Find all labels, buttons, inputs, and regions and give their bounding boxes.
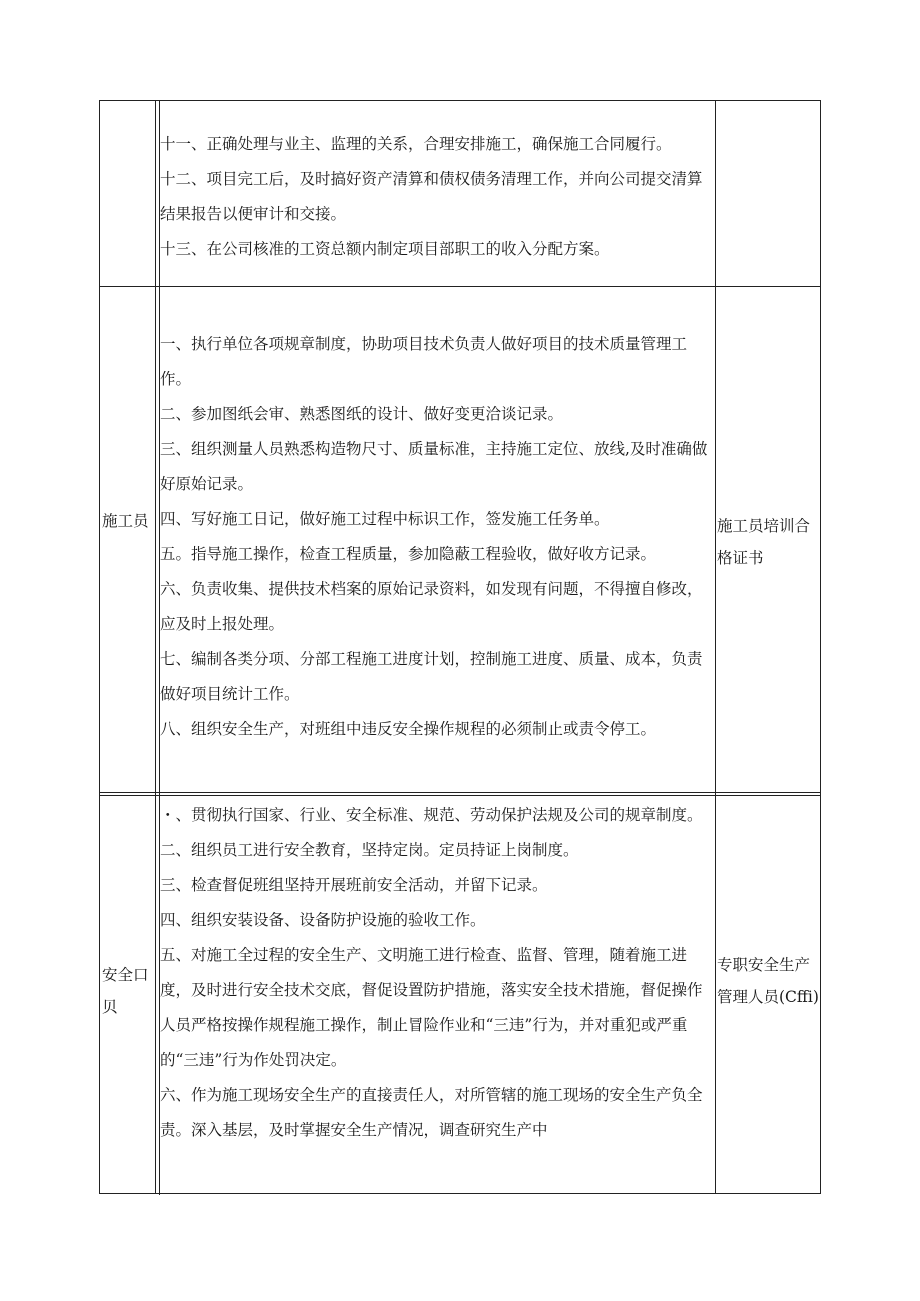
column-divider-1	[155, 101, 156, 1193]
duty-item: 十三、在公司核准的工资总额内制定项目部职工的收入分配方案。	[160, 240, 610, 258]
duty-item: 五。指导施工操作，检查工程质量，参加隐蔽工程验收，做好收方记录。	[160, 545, 657, 563]
row-2-duties	[160, 327, 715, 747]
role-label-constructor: 施工员	[102, 512, 149, 530]
qualification-safety: 专职安全生产管理人员(Cffi)	[717, 956, 819, 1006]
duties-table	[99, 100, 821, 1194]
duty-item: 三、组织测量人员熟悉构造物尺寸、质量标准，主持施工定位、放线,及时准确做好原始记录。	[160, 440, 708, 493]
duty-item: 十二、项目完工后，及时搞好资产清算和债权债务清理工作，并向公司提交清算结果报告以便审计和交接。	[160, 170, 703, 223]
duty-item: 六、负责收集、提供技术档案的原始记录资料，如发现有问题，不得擅自修改，应及时上报处理。	[160, 580, 703, 633]
qualification-constructor: 施工员培训合格证书	[717, 517, 811, 567]
duty-item: 二、组织员工进行安全教育，坚持定岗。定员持证上岗制度。	[160, 841, 579, 859]
duty-item: 三、检查督促班组坚持开展班前安全活动，并留下记录。	[160, 876, 548, 894]
duty-item: 七、编制各类分项、分部工程施工进度计划，控制施工进度、质量、成本，负责做好项目统计工作。	[160, 650, 703, 703]
duty-item: ・、贯彻执行国家、行业、安全标准、规范、劳动保护法规及公司的规章制度。	[160, 806, 703, 824]
role-label-safety: 安全口贝	[102, 966, 149, 1016]
row-3-duties	[160, 798, 715, 1148]
row-divider-2	[100, 792, 820, 793]
row-divider-1	[100, 286, 820, 287]
duty-item: 十一、正确处理与业主、监理的关系，合理安排施工，确保施工合同履行。	[160, 135, 672, 153]
column-divider-2	[715, 101, 716, 1193]
duty-item: 四、组织安装设备、设备防护设施的验收工作。	[160, 911, 486, 929]
duty-item: 一、执行单位各项规章制度，协助项目技术负责人做好项目的技术质量管理工作。	[160, 335, 688, 388]
row-divider-2b	[100, 795, 820, 796]
duty-item: 四、写好施工日记，做好施工过程中标识工作，签发施工任务单。	[160, 510, 610, 528]
duty-item: 二、参加图纸会审、熟悉图纸的设计、做好变更洽谈记录。	[160, 405, 564, 423]
duty-item: 五、对施工全过程的安全生产、文明施工进行检查、监督、管理，随着施工进度，及时进行安全技术交底，督促设置防护措施，落实安全技术措施，督促操作人员严格按操作规程施工操作，制止冒险作业和“三违”行为，并对重犯或严重的“三违”行为作处罚决定。	[160, 946, 703, 1069]
duty-item: 六、作为施工现场安全生产的直接责任人，对所管辖的施工现场的安全生产负全责。深入基层，及时掌握安全生产情况，调查研究生产中	[160, 1086, 703, 1139]
duty-item: 八、组织安全生产，对班组中违反安全操作规程的必须制止或责令停工。	[160, 720, 657, 738]
row-1-duties	[160, 127, 715, 267]
